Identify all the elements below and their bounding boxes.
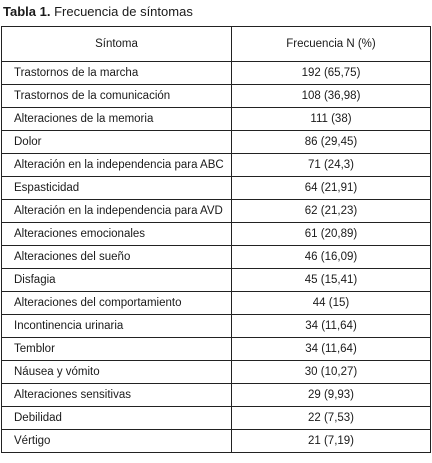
- table-row: [2, 407, 431, 430]
- symptom-cell: Alteraciones sensitivas: [2, 384, 232, 407]
- symptom-cell: Náusea y vómito: [2, 361, 232, 384]
- symptom-cell: Temblor: [2, 338, 232, 361]
- table-row: [2, 430, 431, 453]
- table-row: [2, 223, 431, 246]
- frequency-cell: 71 (24,3): [232, 154, 431, 177]
- frequency-cell: 30 (10,27): [232, 361, 431, 384]
- frequency-cell: 34 (11,64): [232, 315, 431, 338]
- frequency-cell: 34 (11,64): [232, 338, 431, 361]
- frequency-cell: 29 (9,93): [232, 384, 431, 407]
- frequency-cell: 108 (36,98): [232, 85, 431, 108]
- header-row: [2, 27, 431, 62]
- frequency-cell: 46 (16,09): [232, 246, 431, 269]
- frequency-cell: 192 (65,75): [232, 62, 431, 85]
- symptom-cell: Debilidad: [2, 407, 232, 430]
- symptom-cell: Incontinencia urinaria: [2, 315, 232, 338]
- symptom-cell: Alteraciones emocionales: [2, 223, 232, 246]
- header-frequency: Frecuencia N (%): [232, 27, 431, 62]
- symptom-cell: Alteraciones del comportamiento: [2, 292, 232, 315]
- table-row: [2, 361, 431, 384]
- frequency-cell: 45 (15,41): [232, 269, 431, 292]
- table-row: [2, 62, 431, 85]
- symptom-cell: Alteraciones del sueño: [2, 246, 232, 269]
- caption-title: Frecuencia de síntomas: [54, 4, 193, 19]
- table-row: [2, 338, 431, 361]
- table-row: [2, 384, 431, 407]
- symptom-cell: Disfagia: [2, 269, 232, 292]
- frequency-cell: 64 (21,91): [232, 177, 431, 200]
- frequency-cell: 61 (20,89): [232, 223, 431, 246]
- frequency-cell: 22 (7,53): [232, 407, 431, 430]
- symptom-frequency-table: [1, 26, 431, 453]
- frequency-cell: 21 (7,19): [232, 430, 431, 453]
- symptom-cell: Trastornos de la comunicación: [2, 85, 232, 108]
- table-row: [2, 269, 431, 292]
- table-row: [2, 315, 431, 338]
- table-row: [2, 292, 431, 315]
- table-body: [2, 62, 431, 453]
- frequency-cell: 62 (21,23): [232, 200, 431, 223]
- table-row: [2, 85, 431, 108]
- caption-label: Tabla 1.: [3, 4, 51, 19]
- symptom-cell: Alteraciones de la memoria: [2, 108, 232, 131]
- table-row: [2, 131, 431, 154]
- symptom-cell: Espasticidad: [2, 177, 232, 200]
- symptom-cell: Alteración en la independencia para ABC: [2, 154, 232, 177]
- symptom-cell: Trastornos de la marcha: [2, 62, 232, 85]
- table-row: [2, 108, 431, 131]
- frequency-cell: 44 (15): [232, 292, 431, 315]
- table-row: [2, 177, 431, 200]
- table-caption: [3, 3, 193, 21]
- symptom-cell: Alteración en la independencia para AVD: [2, 200, 232, 223]
- frequency-cell: 86 (29,45): [232, 131, 431, 154]
- header-symptom: Síntoma: [2, 27, 232, 62]
- symptom-cell: Dolor: [2, 131, 232, 154]
- symptom-cell: Vértigo: [2, 430, 232, 453]
- table-row: [2, 154, 431, 177]
- table-row: [2, 200, 431, 223]
- table-row: [2, 246, 431, 269]
- frequency-cell: 111 (38): [232, 108, 431, 131]
- table-header: [2, 27, 431, 62]
